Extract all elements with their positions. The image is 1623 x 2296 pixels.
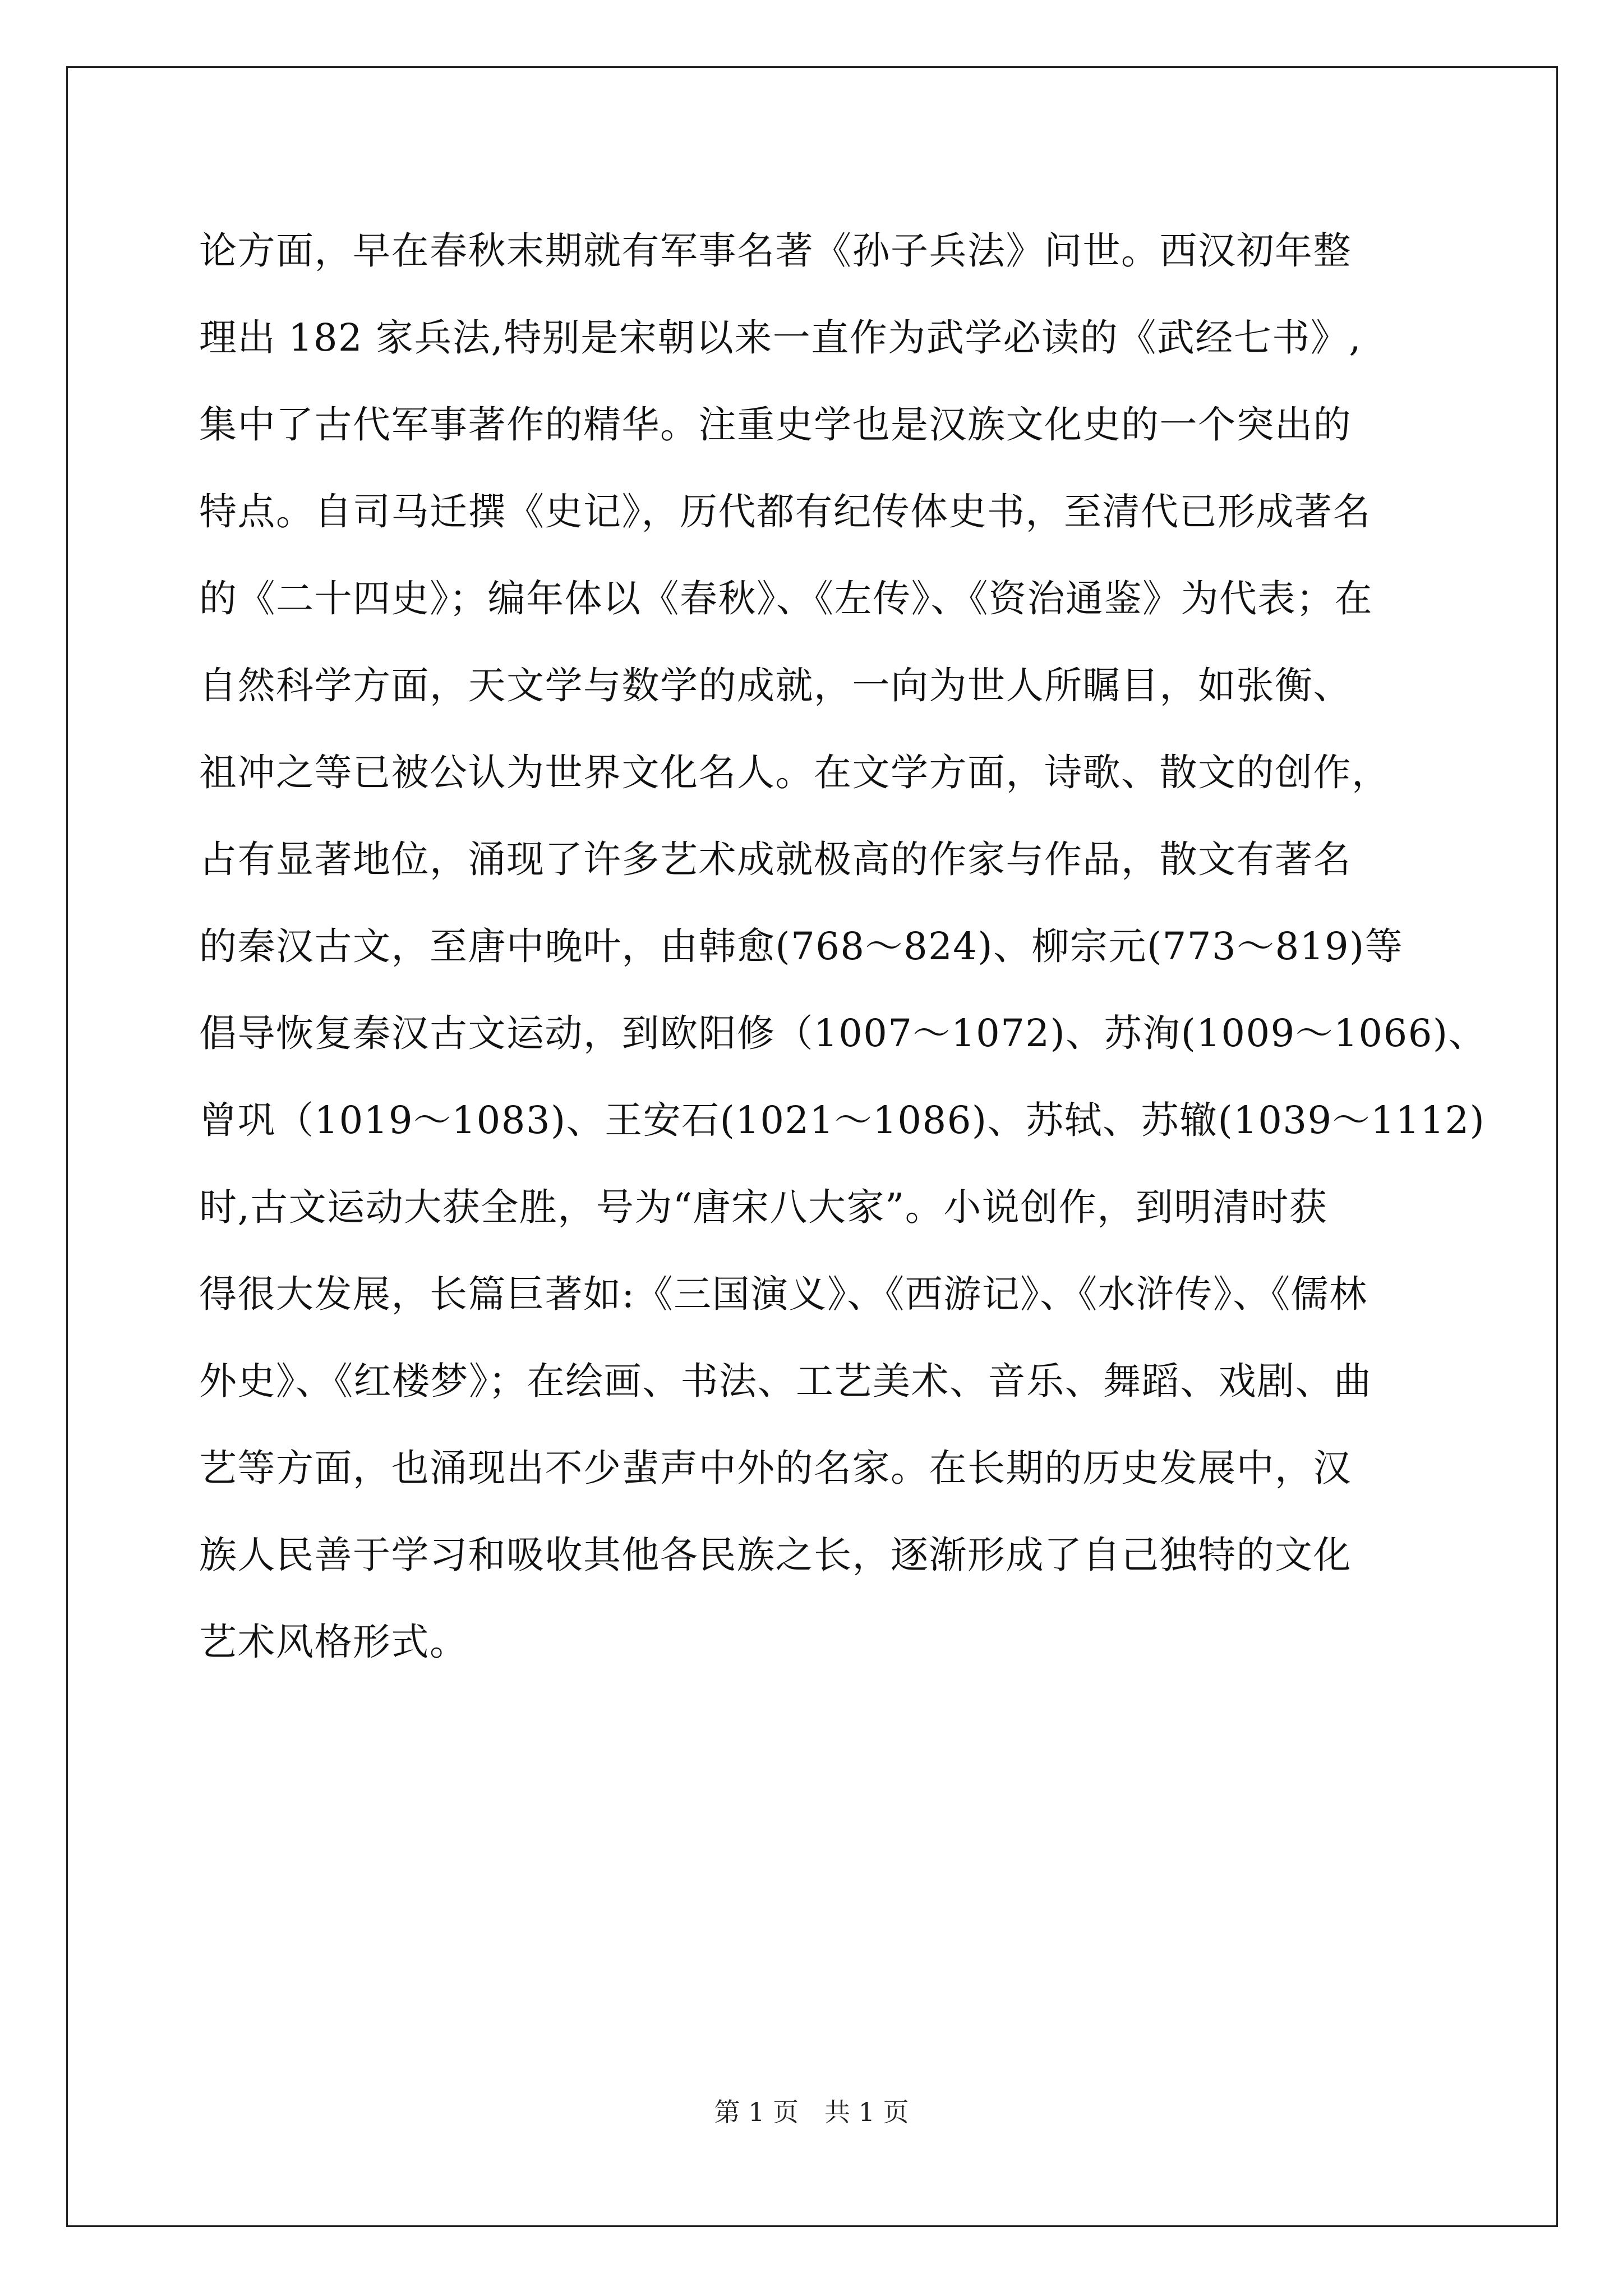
text-line: 外史》、《红楼梦》；在绘画、书法、工艺美术、音乐、舞蹈、戏剧、曲 xyxy=(199,1359,1372,1403)
text-line: 曾巩（1019～1083)、王安石(1021～1086)、苏轼、苏辙(1039～1112) xyxy=(199,1098,1486,1142)
text-line: 特点。自司马迁撰《史记》，历代都有纪传体史书，至清代已形成著名 xyxy=(199,490,1371,533)
text-line: 占有显著地位，涌现了许多艺术成就极高的作家与作品，散文有著名 xyxy=(199,838,1352,881)
text-line: 时,古文运动大获全胜，号为“唐宋八大家”。小说创作，到明清时获 xyxy=(199,1185,1328,1229)
text-line: 理出 182 家兵法,特别是宋朝以来一直作为武学必读的《武经七书》, xyxy=(199,316,1362,360)
text-line: 的秦汉古文，至唐中晚叶，由韩愈(768～824)、柳宗元(773～819)等 xyxy=(199,924,1404,968)
text-line: 艺等方面，也涌现出不少蜚声中外的名家。在长期的历史发展中，汉 xyxy=(199,1446,1352,1490)
page-number-footer: 第 1 页 共 1 页 xyxy=(714,2097,909,2127)
text-line: 倡导恢复秦汉古文运动，到欧阳修（1007～1072)、苏洵(1009～1066)、 xyxy=(199,1011,1487,1055)
text-line: 艺术风格形式。 xyxy=(199,1620,468,1664)
text-line: 族人民善于学习和吸收其他各民族之长，逐渐形成了自己独特的文化 xyxy=(199,1533,1352,1577)
document-body xyxy=(199,208,1487,1686)
text-line: 祖冲之等已被公认为世界文化名人。在文学方面，诗歌、散文的创作， xyxy=(199,751,1390,794)
text-line: 论方面，早在春秋末期就有军事名著《孙子兵法》问世。西汉初年整 xyxy=(199,229,1352,273)
text-line: 集中了古代军事著作的精华。注重史学也是汉族文化史的一个突出的 xyxy=(199,403,1352,447)
text-line: 得很大发展，长篇巨著如:《三国演义》、《西游记》、《水浒传》、《儒林 xyxy=(199,1272,1368,1316)
text-line: 自然科学方面，天文学与数学的成就，一向为世人所瞩目，如张衡、 xyxy=(199,664,1352,707)
text-line: 的《二十四史》；编年体以《春秋》、《左传》、《资治通鉴》为代表；在 xyxy=(199,577,1373,620)
